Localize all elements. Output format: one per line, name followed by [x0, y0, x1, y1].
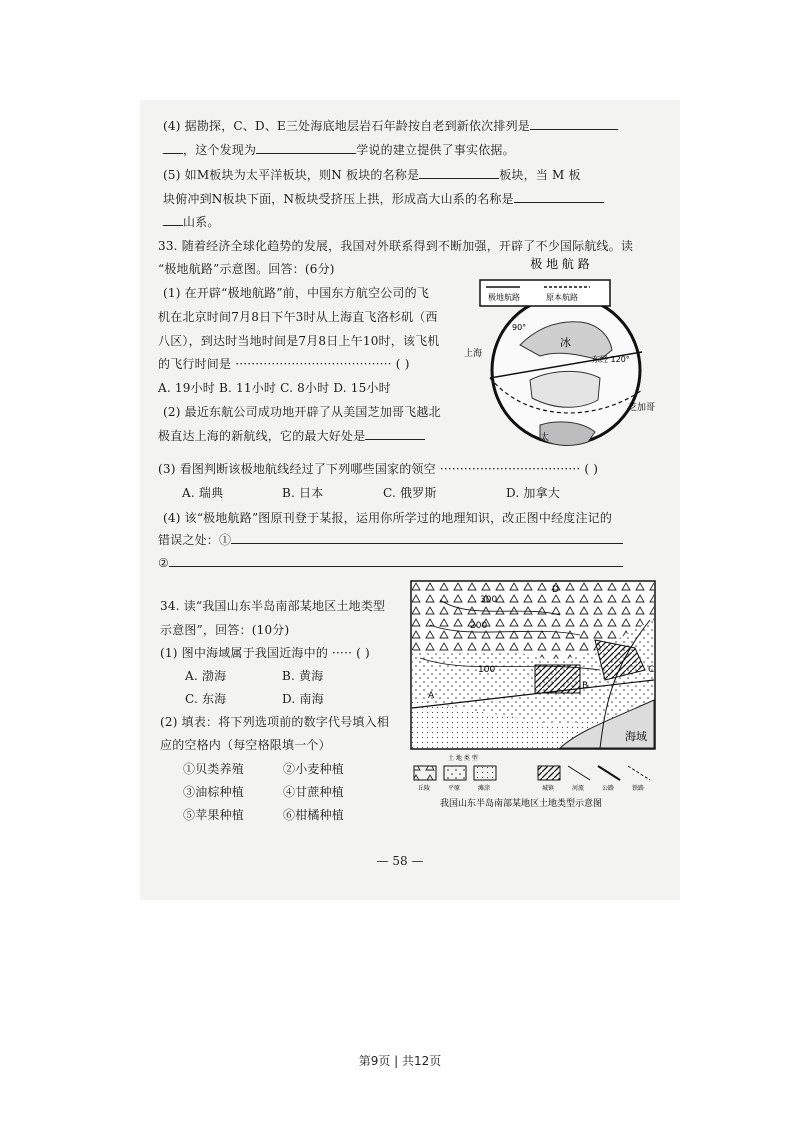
q33-part3-option-d: D. 加拿大	[506, 486, 561, 500]
q33-part1-line3: 八区），到达时当地时间是7月8日上午10时，该飞机	[158, 334, 440, 348]
answer-blank[interactable]	[163, 214, 183, 226]
shanghai-label: 上海	[464, 349, 483, 359]
polar-route-map	[460, 250, 660, 466]
ice-label: 冰	[560, 336, 571, 349]
contour-label-200: 200	[470, 621, 488, 631]
answer-blank[interactable]	[365, 428, 425, 440]
q33-intro-line2: “极地航路”示意图。回答：(6分)	[158, 262, 335, 276]
chicago-label: 芝加哥	[628, 403, 656, 413]
q32-part4-line2: ，这个发现为 学说的建立提供了事实依据。	[163, 142, 515, 158]
point-c-label: C	[648, 665, 655, 675]
answer-blank[interactable]	[231, 532, 623, 544]
q33-part2-line1: (2) 最近东航公司成功地开辟了从美国芝加哥飞越北	[163, 405, 441, 419]
q33-part3-option-a: A. 瑞典	[182, 486, 224, 500]
legend-hill-swatch	[414, 766, 436, 780]
legend-item-river: 河流	[572, 785, 585, 792]
point-b-label: B	[582, 681, 589, 691]
answer-blank[interactable]	[163, 142, 183, 154]
q32-part5-line1: (5) 如M板块为太平洋板块，则N 板块的名称是 板块，当 M 板	[163, 168, 581, 182]
legend-plain-swatch	[444, 766, 466, 780]
legend-group-label: 土 地 类 型	[448, 755, 478, 762]
legend-item-hill: 丘陵	[418, 785, 431, 792]
q33-intro-line1: 33. 随着经济全球化趋势的发展，我国对外联系得到不断加强，开辟了不少国际航线。读	[158, 239, 634, 253]
q33-part4-line3: ②	[158, 555, 623, 571]
legend-tidal-swatch	[474, 766, 496, 780]
page-footer: 第9页 | 共12页	[358, 1054, 442, 1068]
ocean-label: 太	[540, 433, 550, 443]
q32-part4-line1: (4) 据勘探，C、D、E三处海底地层岩石年龄按自老到新依次排列是	[163, 118, 618, 134]
legend-town-swatch	[538, 766, 560, 780]
legend-item-plain: 平原	[448, 785, 461, 792]
legend-rail-swatch	[628, 766, 650, 780]
q34-item-5: ⑤苹果种植	[183, 808, 245, 822]
q33-part4-line2: 错误之处：①	[158, 532, 623, 548]
q34-intro-line1: 34. 读“我国山东半岛南部某地区土地类型	[160, 599, 386, 613]
q33-part1-options: A. 19小时 B. 11小时 C. 8小时 D. 15小时	[158, 381, 391, 395]
q33-part1-line1: (1) 在开辟“极地航路”前，中国东方航空公司的飞	[163, 286, 430, 300]
q33-part2-line2: 极直达上海的新航线，它的最大好处是	[158, 428, 425, 444]
answer-blank[interactable]	[419, 167, 499, 179]
legend-item-town: 城镇	[542, 785, 555, 792]
q34-part2-line1: (2) 填表：将下列选项前的数字代号填入相	[160, 715, 390, 729]
legend-item-road: 公路	[602, 785, 615, 792]
point-a-label: A	[428, 691, 435, 701]
q34-item-3: ③油棕种植	[183, 785, 245, 799]
q34-part1-option-d: D. 南海	[282, 692, 324, 706]
legend-river-swatch	[568, 766, 590, 780]
q33-part1-line4: 的飞行时间是 ······································· ( )	[158, 357, 410, 371]
q34-part1-option-a: A. 渤海	[185, 669, 227, 683]
q34-intro-line2: 示意图”，回答：(10分)	[160, 623, 290, 637]
legend-polar-label: 极地航路	[488, 293, 520, 302]
legend-item-tidal: 滩涂	[478, 785, 491, 792]
point-d-label: D	[552, 585, 559, 595]
q34-part1-option-c: C. 东海	[185, 692, 227, 706]
q33-part3: (3) 看图判断该极地航线经过了下列哪些国家的领空 ··································· ( )	[158, 462, 599, 476]
q34-item-4: ④甘蔗种植	[283, 785, 345, 799]
answer-blank[interactable]	[514, 191, 604, 203]
q34-item-1: ①贝类养殖	[183, 762, 245, 776]
answer-blank[interactable]	[169, 555, 623, 567]
legend-road-swatch	[598, 766, 620, 780]
q32-part5-line2: 块俯冲到N板块下面，N板块受挤压上拱，形成高大山系的名称是	[163, 191, 604, 207]
sea-label: 海域	[625, 730, 647, 743]
q33-part3-option-b: B. 日本	[282, 486, 324, 500]
answer-blank[interactable]	[530, 118, 618, 130]
contour-label-100: 100	[478, 665, 496, 675]
q33-part1-line2: 机在北京时间7月8日下午3时从上海直飞洛杉矶（西	[158, 310, 438, 324]
q34-part2-line2: 应的空格内（每空格限填一个）	[160, 738, 331, 752]
q34-part1-option-b: B. 黄海	[282, 669, 324, 683]
continent-shape	[530, 371, 600, 407]
legend-item-rail: 铁路	[632, 785, 645, 792]
q33-part4-line1: (4) 该“极地航路”图原刊登于某报，运用你所学过的地理知识，改正图中经度注记的	[163, 511, 613, 525]
q34-item-2: ②小麦种植	[283, 762, 345, 776]
q34-item-6: ⑥柑橘种植	[283, 808, 345, 822]
page-number: — 58 —	[376, 854, 424, 868]
longitude-label-right: 东经 120°	[592, 355, 630, 364]
polar-map-title: 极 地 航 路	[530, 257, 590, 271]
q34-part1: (1) 图中海域属于我国近海中的 ····· ( )	[160, 646, 370, 660]
q33-part3-option-c: C. 俄罗斯	[383, 486, 437, 500]
contour-label-300: 300	[480, 595, 498, 605]
longitude-label-left: 90°	[512, 323, 527, 332]
answer-blank[interactable]	[256, 142, 356, 154]
land-map-caption: 我国山东半岛南部某地区土地类型示意图	[440, 799, 603, 809]
q32-part5-line3: 山系。	[163, 214, 220, 230]
legend-original-label: 原本航路	[546, 293, 578, 302]
land-type-map	[410, 580, 660, 810]
